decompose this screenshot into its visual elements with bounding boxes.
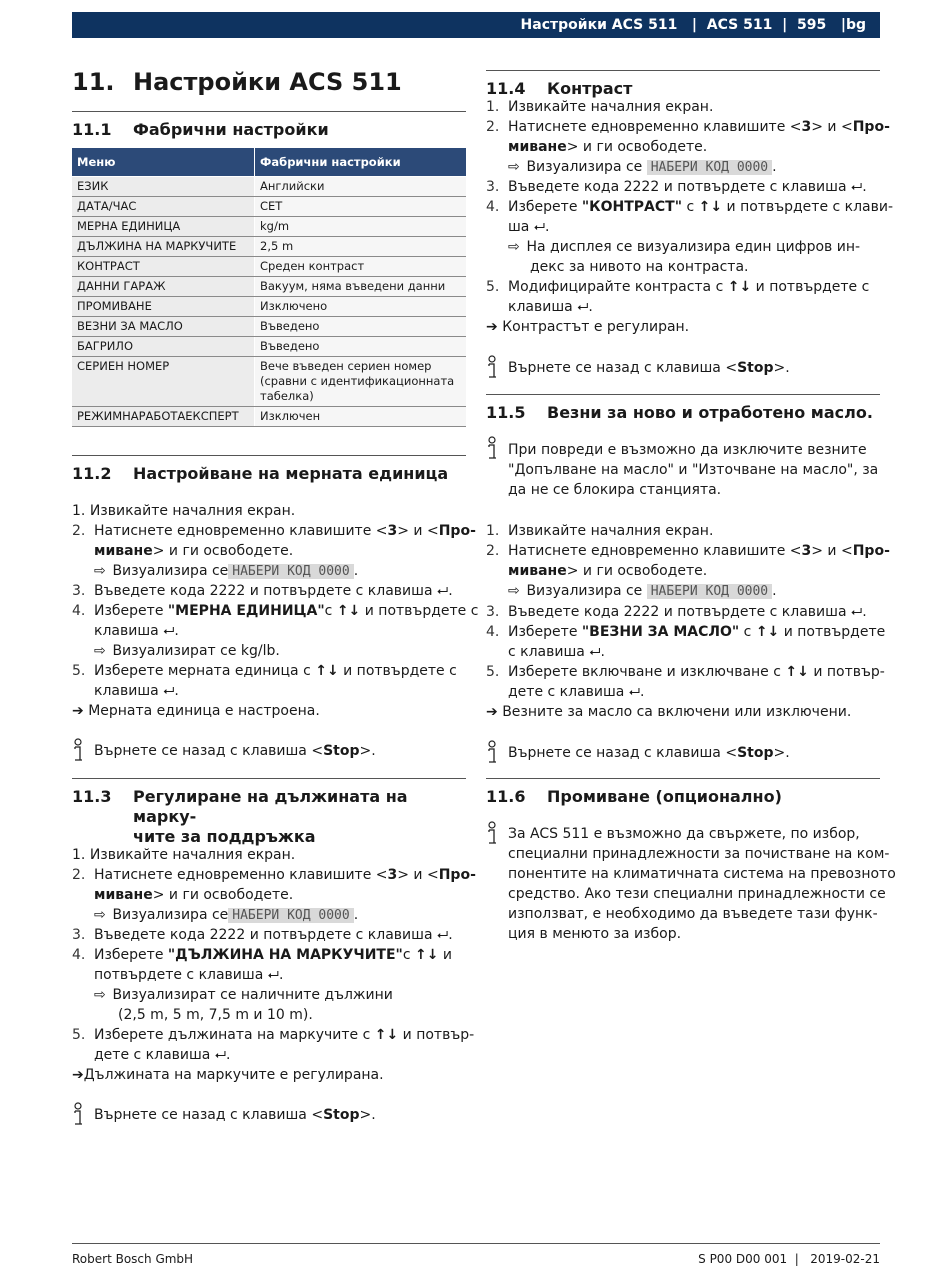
note-text: Върнете се назад с клавиша < [94, 1107, 324, 1123]
note-text: При повреди е възможно да изключите везните [508, 442, 867, 458]
note-text: Върнете се назад с клавиша < [508, 360, 738, 376]
table-row [72, 217, 466, 237]
step-text: Извикайте началния екран. [89, 847, 296, 863]
display-code: НАБЕРИ КОД 0000 [228, 908, 353, 923]
table-cell-setting: Вече въведен сериен номер (сравни с идентификационната табелка) [255, 357, 467, 407]
table-row [72, 257, 466, 277]
section-title: Фабрични настройки [133, 120, 329, 139]
step-text: Извикайте началния екран. [89, 503, 296, 519]
info-icon [486, 740, 500, 766]
step-text: с [324, 603, 333, 619]
section-number: 11.5 [486, 403, 526, 422]
table-cell-menu: ПРОМИВАНЕ [72, 297, 255, 317]
step-text: дете с клавиша [508, 684, 625, 700]
step-text: Визуализира се [112, 907, 229, 923]
step-text: и потвърдете с [338, 663, 457, 679]
step-number: 3. [72, 583, 86, 599]
key-label: 3 [387, 867, 398, 883]
info-icon [72, 738, 86, 764]
note-text: Върнете се назад с клавиша < [94, 743, 324, 759]
step-text: с клавиша [508, 644, 585, 660]
result-arrow-icon: ⇨ [94, 907, 106, 923]
info-icon [72, 1102, 86, 1128]
paragraph-line: За ACS 511 е възможно да свържете, по избор, [508, 826, 860, 842]
header-section: Настройки ACS 511 [520, 17, 678, 33]
enter-key-icon: ⮠ [214, 1047, 227, 1063]
step-text: и потвърдете с [751, 279, 870, 295]
pin-code: 2222 [209, 583, 246, 599]
step-text: клавиша [508, 299, 573, 315]
arrow-up-down-icon: ↑↓ [315, 663, 339, 679]
note-text: >. [359, 1107, 376, 1123]
step-text: > и < [811, 543, 853, 559]
display-code: НАБЕРИ КОД 0000 [228, 564, 353, 579]
key-label: миване [94, 887, 153, 903]
step-number: 5. [72, 663, 86, 679]
footer-date: 2019-02-21 [810, 1252, 880, 1266]
step-text: и потвърдете с клавиша [245, 927, 433, 943]
menu-item-name: "ДЪЛЖИНА НА МАРКУЧИТЕ" [167, 947, 403, 963]
step-text: (2,5 m, 5 m, 7,5 m и 10 m). [118, 1007, 313, 1023]
step-text: с [686, 199, 695, 215]
factory-settings-table [72, 148, 466, 427]
step-text: Въведете кода [508, 604, 624, 620]
result-arrow-icon: ⇨ [508, 583, 520, 599]
arrow-up-down-icon: ↑↓ [785, 664, 809, 680]
table-row [72, 237, 466, 257]
step-text: Натиснете едновременно клавишите < [94, 867, 388, 883]
enter-key-icon: ⮠ [589, 644, 601, 660]
result-text: Везните за масло са включени или изключени. [502, 704, 852, 720]
result-text: Мерната единица е настроена. [88, 703, 320, 719]
section-number: 11.2 [72, 464, 112, 483]
table-cell-setting: 2,5 m [255, 237, 467, 257]
pin-code: 2222 [209, 927, 246, 943]
step-text: клавиша [94, 623, 159, 639]
key-label: 3 [801, 543, 812, 559]
section-title: Везни за ново и отработено масло. [547, 403, 873, 422]
enter-key-icon: ⮠ [851, 604, 863, 620]
enter-key-icon: ⮠ [267, 967, 279, 983]
step-text: Изберете мерната единица с [94, 663, 311, 679]
step-text: и потвърдете с клавиша [659, 604, 847, 620]
section-number: 11.6 [486, 787, 526, 806]
step-text: и потвърдете с клавиша [245, 583, 433, 599]
step-text: и потвър- [398, 1027, 475, 1043]
step-text: Въведете кода [508, 179, 624, 195]
table-cell-menu: ДАТА/ЧАС [72, 197, 255, 217]
step-text: Въведете кода [94, 927, 210, 943]
step-number: 2. [486, 543, 500, 559]
key-label: Stop [323, 1107, 360, 1123]
step-text: с [743, 624, 752, 640]
table-header-settings: Фабрични настройки [255, 148, 467, 177]
step-text: Изберете [94, 603, 168, 619]
step-text: и потвърдете [779, 624, 886, 640]
enter-key-icon: ⮠ [577, 299, 589, 315]
key-label: миване [508, 563, 567, 579]
table-cell-menu: ЕЗИК [72, 177, 255, 197]
step-text: ша [508, 219, 530, 235]
info-icon [486, 821, 500, 847]
table-cell-menu: СЕРИЕН НОМЕР [72, 357, 255, 407]
enter-key-icon: ⮠ [163, 623, 175, 639]
step-text: и потвърдете с клави- [722, 199, 894, 215]
table-cell-setting: Изключен [255, 407, 467, 427]
note-text: >. [773, 745, 790, 761]
step-number: 1. [72, 847, 86, 863]
step-number: 1. [486, 523, 500, 539]
step-number: 5. [486, 664, 500, 680]
result-text: Контрастът е регулиран. [502, 319, 690, 335]
step-text: Извикайте началния екран. [508, 523, 714, 539]
step-text: > и < [811, 119, 853, 135]
footer-doc-number: S P00 D00 001 [698, 1252, 788, 1266]
arrow-up-down-icon: ↑↓ [698, 199, 723, 215]
step-text: Изберете дължината на маркучите с [94, 1027, 371, 1043]
step-text: с [402, 947, 411, 963]
menu-item-name: "ВЕЗНИ ЗА МАСЛО" [581, 624, 740, 640]
table-cell-setting: Въведено [255, 317, 467, 337]
arrow-up-down-icon: ↑↓ [415, 947, 439, 963]
table-row [72, 197, 466, 217]
paragraph-line: специални принадлежности за почистване на ком- [508, 846, 890, 862]
step-text: Визуализира се [112, 563, 229, 579]
step-text: Натиснете едновременно клавишите < [508, 119, 802, 135]
pin-code: 2222 [623, 604, 660, 620]
step-number: 1. [486, 99, 500, 115]
step-number: 2. [72, 867, 86, 883]
key-label: Про- [438, 867, 476, 883]
step-text: > и ги освободете. [566, 139, 708, 155]
paragraph-line: ция в менюто за избор. [508, 926, 682, 942]
step-text: декс за нивото на контраста. [530, 259, 749, 275]
step-text: дете с клавиша [94, 1047, 211, 1063]
section-11-4-heading [486, 70, 880, 99]
table-cell-setting: Среден контраст [255, 257, 467, 277]
step-text: Визуализира се [526, 159, 647, 175]
footer-company: Robert Bosch GmbH [72, 1252, 194, 1266]
header-model: ACS 511 [706, 17, 773, 33]
menu-item-name: "МЕРНА ЕДИНИЦА" [167, 603, 325, 619]
arrow-up-down-icon: ↑↓ [727, 279, 752, 295]
result-arrow-icon: ➔ [72, 1067, 84, 1083]
key-label: Про- [852, 543, 890, 559]
key-label: миване [508, 139, 567, 155]
key-label: Про- [852, 119, 890, 135]
step-text: Визуализира се [526, 583, 647, 599]
pin-code: 2222 [623, 179, 660, 195]
table-cell-menu: КОНТРАСТ [72, 257, 255, 277]
step-number: 5. [72, 1027, 86, 1043]
section-11-5-heading [486, 394, 880, 423]
step-number: 4. [72, 603, 86, 619]
enter-key-icon: ⮠ [533, 219, 546, 235]
note-text: >. [359, 743, 376, 759]
step-number: 4. [486, 199, 500, 215]
section-title: Регулиране на дължината на марку- [133, 787, 408, 826]
info-icon [486, 436, 500, 462]
step-text: Извикайте началния екран. [508, 99, 714, 115]
section-number: 11.4 [486, 79, 526, 98]
header-page: 595 [796, 17, 827, 33]
step-text: Въведете кода [94, 583, 210, 599]
display-code: НАБЕРИ КОД 0000 [647, 584, 772, 599]
step-text: > и < [397, 867, 439, 883]
step-text: потвърдете с клавиша [94, 967, 264, 983]
section-11-2-heading [72, 455, 466, 484]
result-arrow-icon: ⇨ [94, 987, 106, 1003]
table-cell-menu: МЕРНА ЕДИНИЦА [72, 217, 255, 237]
table-row [72, 337, 466, 357]
step-text: > и ги освободете. [152, 887, 294, 903]
step-text: Изберете [508, 624, 582, 640]
section-title: Контраст [547, 79, 633, 98]
key-label: 3 [801, 119, 812, 135]
table-cell-setting: kg/m [255, 217, 467, 237]
step-number: 4. [72, 947, 86, 963]
info-icon [486, 355, 500, 381]
chapter-text: Настройки ACS 511 [133, 68, 402, 96]
step-number: 4. [486, 624, 500, 640]
section-11-1-heading [72, 111, 466, 140]
table-cell-setting: Изключено [255, 297, 467, 317]
step-text: Изберете включване и изключване с [508, 664, 781, 680]
step-text: Визуализират се kg/lb. [112, 643, 280, 659]
step-text: > и ги освободете. [566, 563, 708, 579]
table-cell-menu: ДАННИ ГАРАЖ [72, 277, 255, 297]
note-text: "Допълване на масло" и "Източване на масло", за [508, 462, 879, 478]
step-text: Натиснете едновременно клавишите < [94, 523, 388, 539]
step-number: 2. [486, 119, 500, 135]
enter-key-icon: ⮠ [437, 927, 449, 943]
table-cell-menu: ДЪЛЖИНА НА МАРКУЧИТЕ [72, 237, 255, 257]
paragraph-line: използват, е необходимо да въведете тази функ- [508, 906, 878, 922]
step-text: клавиша [94, 683, 159, 699]
note-text: да не се блокира станцията. [508, 482, 722, 498]
section-title: чите за поддръжка [133, 827, 316, 846]
arrow-up-down-icon: ↑↓ [374, 1027, 399, 1043]
enter-key-icon: ⮠ [628, 684, 641, 700]
step-text: Модифицирайте контраста с [508, 279, 724, 295]
result-arrow-icon: ⇨ [94, 563, 106, 579]
step-text: > и < [397, 523, 439, 539]
table-cell-menu: ВЕЗНИ ЗА МАСЛО [72, 317, 255, 337]
section-number: 11.1 [72, 120, 112, 139]
section-title: Промиване (опционално) [547, 787, 782, 806]
paragraph-line: понентите на климатичната система на превозното [508, 866, 896, 882]
table-row [72, 297, 466, 317]
enter-key-icon: ⮠ [437, 583, 449, 599]
page-footer: Robert Bosch GmbH S P00 D00 001 | 2019-02-21 [72, 1243, 880, 1266]
section-11-3-heading [72, 778, 466, 847]
step-text: и потвърдете с [360, 603, 479, 619]
result-arrow-icon: ⇨ [508, 239, 520, 255]
step-number: 2. [72, 523, 86, 539]
table-row [72, 277, 466, 297]
table-header-menu: Меню [72, 148, 255, 177]
result-arrow-icon: ➔ [72, 703, 84, 719]
step-text: и потвър- [808, 664, 885, 680]
chapter-number: 11. [72, 68, 115, 96]
menu-item-name: "КОНТРАСТ" [581, 199, 683, 215]
step-number: 3. [486, 604, 500, 620]
arrow-up-down-icon: ↑↓ [755, 624, 780, 640]
note-text: Върнете се назад с клавиша < [508, 745, 738, 761]
page-header-bar: Настройки ACS 511 | ACS 511 | 595 | bg [72, 12, 880, 38]
result-arrow-icon: ⇨ [508, 159, 520, 175]
step-text: и потвърдете с клавиша [659, 179, 847, 195]
step-text: На дисплея се визуализира един цифров ин- [526, 239, 861, 255]
section-number: 11.3 [72, 787, 112, 806]
result-arrow-icon: ➔ [486, 704, 498, 720]
paragraph-line: средство. Ако тези специални принадлежности се [508, 886, 886, 902]
step-text: Натиснете едновременно клавишите < [508, 543, 802, 559]
key-label: Stop [737, 360, 774, 376]
result-arrow-icon: ⇨ [94, 643, 106, 659]
section-title: Настройване на мерната единица [133, 464, 449, 483]
step-number: 3. [72, 927, 86, 943]
table-row [72, 317, 466, 337]
table-cell-setting: CET [255, 197, 467, 217]
key-label: Stop [323, 743, 360, 759]
step-number: 3. [486, 179, 500, 195]
step-text: Изберете [94, 947, 168, 963]
table-cell-setting: Английски [255, 177, 467, 197]
key-label: Про- [438, 523, 476, 539]
table-row [72, 357, 466, 407]
table-cell-menu: РЕЖИМНАРАБОТАЕКСПЕРТ [72, 407, 255, 427]
result-text: Дължината на маркучите е регулирана. [83, 1067, 384, 1083]
arrow-up-down-icon: ↑↓ [336, 603, 361, 619]
step-number: 5. [486, 279, 500, 295]
display-code: НАБЕРИ КОД 0000 [647, 160, 772, 175]
section-11-6-heading [486, 778, 880, 807]
key-label: 3 [387, 523, 398, 539]
table-row [72, 407, 466, 427]
enter-key-icon: ⮠ [851, 179, 863, 195]
step-text: Визуализират се наличните дължини [112, 987, 393, 1003]
table-cell-menu: БАГРИЛО [72, 337, 255, 357]
key-label: миване [94, 543, 153, 559]
header-lang: bg [845, 17, 866, 33]
enter-key-icon: ⮠ [163, 683, 175, 699]
chapter-title [72, 68, 402, 96]
step-text: Изберете [508, 199, 582, 215]
table-row [72, 177, 466, 197]
table-cell-setting: Въведено [255, 337, 467, 357]
table-cell-setting: Вакуум, няма въведени данни [255, 277, 467, 297]
note-text: >. [773, 360, 790, 376]
step-number: 1. [72, 503, 86, 519]
result-arrow-icon: ➔ [486, 319, 498, 335]
key-label: Stop [737, 745, 774, 761]
step-text: > и ги освободете. [152, 543, 294, 559]
